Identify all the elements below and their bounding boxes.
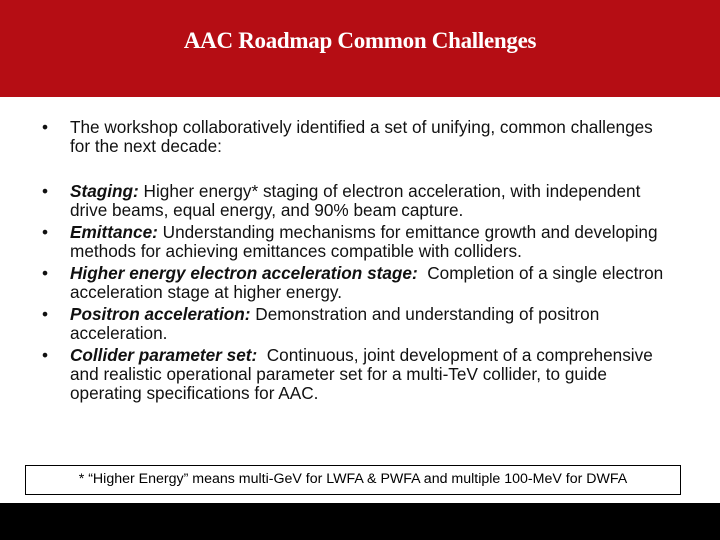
slide-title: AAC Roadmap Common Challenges (183, 28, 537, 53)
intro-text: The workshop collaboratively identified a set of unifying, common challenges for the next decade: (70, 117, 653, 156)
challenge-term: Collider parameter set: (70, 345, 258, 365)
bullet-marker: • (42, 222, 49, 242)
challenge-item-higher-energy-stage (42, 264, 672, 302)
bullet-marker: • (42, 263, 49, 283)
bullet-marker: • (42, 117, 49, 137)
challenge-term: Emittance: (70, 222, 158, 242)
challenge-text: Demonstration and understanding of positron acceleration. (70, 304, 600, 343)
footnote-box: * “Higher Energy” means multi-GeV for LWFA & PWFA and multiple 100-MeV for DWFA (25, 465, 681, 495)
challenge-item-staging (42, 182, 672, 220)
bullet-marker: • (42, 304, 49, 324)
challenge-text: Higher energy* staging of electron acceleration, with independent drive beams, equal energy, and 90% beam capture. (70, 181, 641, 220)
intro-bullet (42, 118, 672, 156)
challenge-item-positron (42, 305, 672, 343)
challenge-list (42, 182, 672, 406)
bottom-bar (0, 503, 720, 540)
challenge-term: Positron acceleration: (70, 304, 251, 324)
intro-block (42, 118, 672, 159)
challenge-term: Staging: (70, 181, 139, 201)
challenge-text: Continuous, joint development of a comprehensive and realistic operational parameter set for a multi-TeV collider, to guide operating specifications for AAC. (70, 345, 658, 403)
title-banner (0, 0, 720, 97)
challenge-item-collider-parameters (42, 346, 672, 403)
challenge-term: Higher energy electron acceleration stage: (70, 263, 418, 283)
bullet-marker: • (42, 345, 49, 365)
bullet-marker: • (42, 181, 49, 201)
challenge-text: Completion of a single electron acceleration stage at higher energy. (70, 263, 669, 302)
challenge-item-emittance (42, 223, 672, 261)
challenge-text: Understanding mechanisms for emittance growth and developing methods for achieving emittances compatible with colliders. (70, 222, 658, 261)
